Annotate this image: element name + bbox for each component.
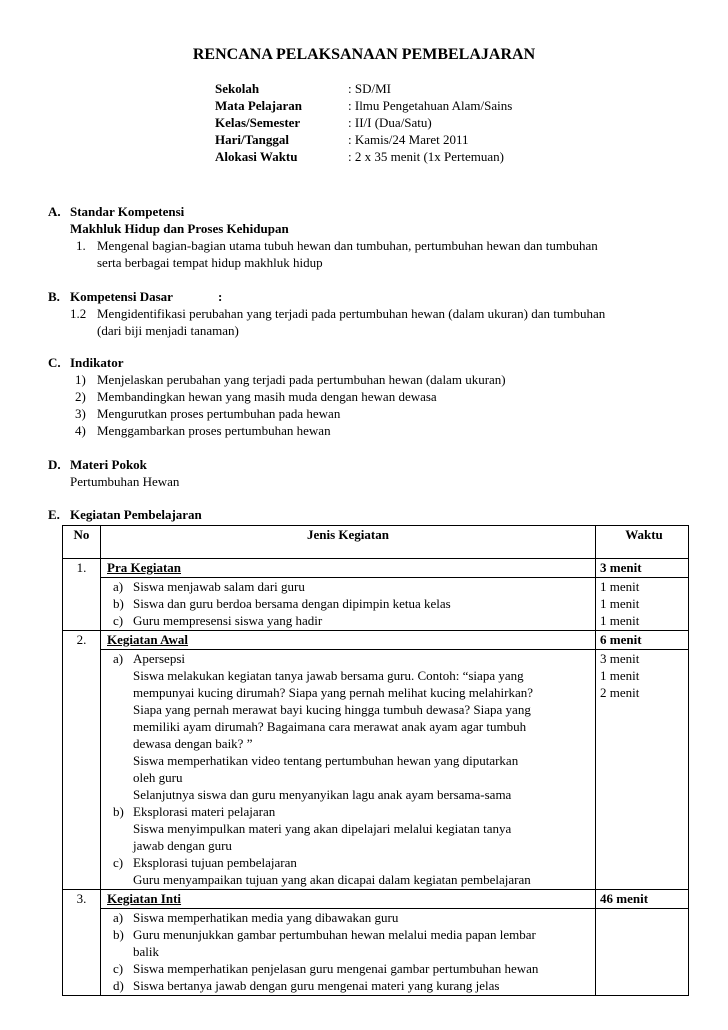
section-a-marker: A. <box>48 204 61 219</box>
list-item-line: Siswa melakukan kegiatan tanya jawab bersama guru. Contoh: “siapa yang <box>133 668 524 683</box>
list-item <box>107 803 591 854</box>
section-b-colon: : <box>218 289 223 304</box>
list-marker: b) <box>113 596 124 611</box>
list-item-line: Siapa yang pernah merawat bayi kucing hingga tumbuh dewasa? Siapa yang <box>133 702 531 717</box>
header-activity: Jenis Kegiatan <box>101 526 596 559</box>
list-item-line: jawab dengan guru <box>133 838 232 853</box>
page-title: RENCANA PELAKSANAAN PEMBELAJARAN <box>192 46 536 63</box>
identity-label: Mata Pelajaran <box>215 98 303 113</box>
list-item <box>107 977 591 994</box>
list-item-line: oleh guru <box>133 770 183 785</box>
section-d-marker: D. <box>48 457 61 472</box>
list-item-line: Eksplorasi materi pelajaran <box>133 804 276 819</box>
table-row <box>63 890 689 909</box>
activities-table <box>62 525 689 996</box>
indicator-text: Membandingkan hewan yang masih muda dengan hewan dewasa <box>97 389 437 404</box>
row-items <box>101 578 596 631</box>
row-title: Kegiatan Inti <box>101 890 596 909</box>
identity-label: Kelas/Semester <box>215 115 301 130</box>
item-time: 1 menit <box>600 668 640 683</box>
list-marker: a) <box>113 651 124 666</box>
table-row-details <box>63 909 689 996</box>
list-item-line: Guru menyampaikan tujuan yang akan dicapai dalam kegiatan pembelajaran <box>133 872 531 887</box>
list-item-text: Siswa dan guru berdoa bersama dengan dipimpin ketua kelas <box>133 596 451 611</box>
list-item <box>107 854 591 888</box>
section-c-heading: Indikator <box>70 355 124 370</box>
row-number: 3. <box>63 890 101 996</box>
section-d-text: Pertumbuhan Hewan <box>70 474 180 489</box>
section-e-heading: Kegiatan Pembelajaran <box>70 507 202 522</box>
item-time: 1 menit <box>600 579 640 594</box>
identity-value: : SD/MI <box>348 81 391 96</box>
indicator-number: 3) <box>75 406 86 421</box>
table-header-row <box>63 526 689 559</box>
row-number: 1. <box>63 559 101 631</box>
list-item <box>107 612 591 629</box>
list-item-line: Siswa memperhatikan media yang dibawakan guru <box>133 910 399 925</box>
table-row <box>63 631 689 650</box>
list-item <box>107 960 591 977</box>
identity-value: : Ilmu Pengetahuan Alam/Sains <box>348 98 513 113</box>
row-number: 2. <box>63 631 101 890</box>
item-time: 3 menit <box>600 651 640 666</box>
section-b-heading: Kompetensi Dasar <box>70 289 173 304</box>
item-time: 1 menit <box>600 596 640 611</box>
row-item-times <box>596 650 689 890</box>
list-item <box>107 595 591 612</box>
indicator-text: Mengurutkan proses pertumbuhan pada hewan <box>97 406 341 421</box>
identity-label: Sekolah <box>215 81 260 96</box>
indicator-number: 1) <box>75 372 86 387</box>
section-a-subheading: Makhluk Hidup dan Proses Kehidupan <box>70 221 289 236</box>
section-b-item-number: 1.2 <box>70 306 87 321</box>
section-a-heading: Standar Kompetensi <box>70 204 185 219</box>
indicator-number: 4) <box>75 423 86 438</box>
list-item-line: balik <box>133 944 159 959</box>
section-b-marker: B. <box>48 289 60 304</box>
list-item-text: Siswa menjawab salam dari guru <box>133 579 305 594</box>
section-b-item-text: Mengidentifikasi perubahan yang terjadi pada pertumbuhan hewan (dalam ukuran) dan tumbuhan <box>97 306 606 321</box>
list-item-text: Guru mempresensi siswa yang hadir <box>133 613 323 628</box>
identity-value: : II/I (Dua/Satu) <box>348 115 432 130</box>
list-item-line: Guru menunjukkan gambar pertumbuhan hewan melalui media papan lembar <box>133 927 536 942</box>
identity-label: Hari/Tanggal <box>215 132 289 147</box>
list-marker: c) <box>113 855 124 870</box>
list-item <box>107 926 591 960</box>
list-item-line: Apersepsi <box>133 651 185 666</box>
list-item <box>107 578 591 595</box>
section-b-item-text-cont: (dari biji menjadi tanaman) <box>97 323 239 338</box>
row-item-times <box>596 578 689 631</box>
row-title: Kegiatan Awal <box>101 631 596 650</box>
row-total-time: 46 menit <box>596 890 689 909</box>
identity-value: : Kamis/24 Maret 2011 <box>348 132 469 147</box>
row-total-time: 6 menit <box>596 631 689 650</box>
list-marker: d) <box>113 978 124 993</box>
list-marker: b) <box>113 927 124 942</box>
list-item-line: memiliki ayam dirumah? Bagaimana cara merawat anak ayam agar tumbuh <box>133 719 527 734</box>
section-a-item-text: Mengenal bagian-bagian utama tubuh hewan dan tumbuhan, pertumbuhan hewan dan tumbuhan <box>97 238 598 253</box>
table-row-details <box>63 578 689 631</box>
list-marker: c) <box>113 961 124 976</box>
row-total-time: 3 menit <box>596 559 689 578</box>
item-time: 2 menit <box>600 685 640 700</box>
section-d-heading: Materi Pokok <box>70 457 147 472</box>
header-no: No <box>63 526 101 559</box>
row-items <box>101 650 596 890</box>
indicator-text: Menggambarkan proses pertumbuhan hewan <box>97 423 331 438</box>
section-a-item-text-cont: serta berbagai tempat hidup makhluk hidup <box>97 255 323 270</box>
list-marker: c) <box>113 613 124 628</box>
table-row <box>63 559 689 578</box>
identity-value: : 2 x 35 menit (1x Pertemuan) <box>348 149 504 164</box>
list-item-line: Siswa memperhatikan penjelasan guru mengenai gambar pertumbuhan hewan <box>133 961 539 976</box>
row-item-times <box>596 909 689 996</box>
section-c-marker: C. <box>48 355 61 370</box>
list-item-line: Selanjutnya siswa dan guru menyanyikan lagu anak ayam bersama-sama <box>133 787 512 802</box>
section-a-item-number: 1. <box>76 238 86 253</box>
row-title: Pra Kegiatan <box>101 559 596 578</box>
list-marker: a) <box>113 910 124 925</box>
identity-label: Alokasi Waktu <box>215 149 298 164</box>
list-item <box>107 909 591 926</box>
indicator-number: 2) <box>75 389 86 404</box>
row-items <box>101 909 596 996</box>
list-item-line: dewasa dengan baik? ” <box>133 736 253 751</box>
list-item-line: Siswa memperhatikan video tentang pertumbuhan hewan yang diputarkan <box>133 753 519 768</box>
table-row-details <box>63 650 689 890</box>
indicator-text: Menjelaskan perubahan yang terjadi pada pertumbuhan hewan (dalam ukuran) <box>97 372 506 387</box>
list-item <box>107 650 591 803</box>
list-item-line: Siswa menyimpulkan materi yang akan dipelajari melalui kegiatan tanya <box>133 821 512 836</box>
section-e-marker: E. <box>48 507 60 522</box>
item-time: 1 menit <box>600 613 640 628</box>
list-item-line: mempunyai kucing dirumah? Siapa yang pernah melihat kucing melahirkan? <box>133 685 533 700</box>
list-marker: b) <box>113 804 124 819</box>
list-item-line: Siswa bertanya jawab dengan guru mengenai materi yang kurang jelas <box>133 978 500 993</box>
list-item-line: Eksplorasi tujuan pembelajaran <box>133 855 297 870</box>
header-time: Waktu <box>596 526 689 559</box>
list-marker: a) <box>113 579 124 594</box>
